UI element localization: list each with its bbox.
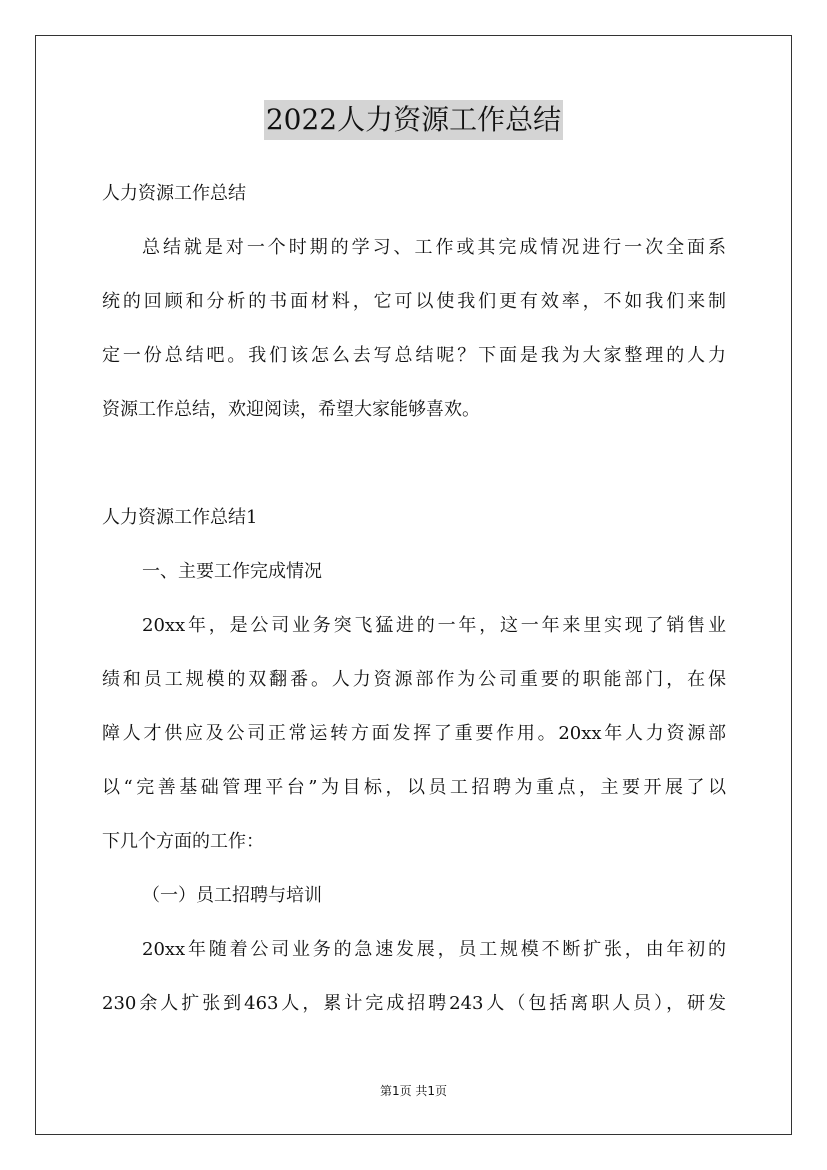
section-heading: 人力资源工作总结1 [102, 507, 258, 528]
subsection-heading: （一）员工招聘与培训 [142, 885, 322, 906]
intro-paragraph-line: 定一份总结吧。我们该怎么去写总结呢？下面是我为大家整理的人力 [102, 345, 726, 366]
intro-paragraph-line: 总结就是对一个时期的学习、工作或其完成情况进行一次全面系 [142, 237, 726, 258]
body-paragraph-line: 下几个方面的工作： [102, 831, 264, 852]
body-paragraph-line: 以“完善基础管理平台”为目标，以员工招聘为重点，主要开展了以 [102, 777, 726, 798]
page-footer: 第1页 共1页 [379, 1084, 448, 1098]
body-paragraph-line: 20xx年，是公司业务突飞猛进的一年，这一年来里实现了销售业 [142, 615, 726, 636]
body-paragraph-line: 绩和员工规模的双翻番。人力资源部作为公司重要的职能部门，在保 [102, 669, 726, 690]
body-paragraph-line: 230余人扩张到463人，累计完成招聘243人（包括离职人员），研发 [102, 993, 726, 1014]
body-paragraph-line: 障人才供应及公司正常运转方面发挥了重要作用。20xx年人力资源部 [102, 723, 726, 744]
body-paragraph-line: 20xx年随着公司业务的急速发展，员工规模不断扩张，由年初的 [142, 939, 726, 960]
title-container [0, 100, 827, 140]
subsection-heading: 一、主要工作完成情况 [142, 561, 322, 582]
intro-paragraph-line: 资源工作总结，欢迎阅读，希望大家能够喜欢。 [102, 399, 480, 420]
section-heading: 人力资源工作总结 [102, 183, 246, 204]
document-title: 2022人力资源工作总结 [264, 100, 563, 140]
intro-paragraph-line: 统的回顾和分析的书面材料，它可以使我们更有效率，不如我们来制 [102, 291, 726, 312]
